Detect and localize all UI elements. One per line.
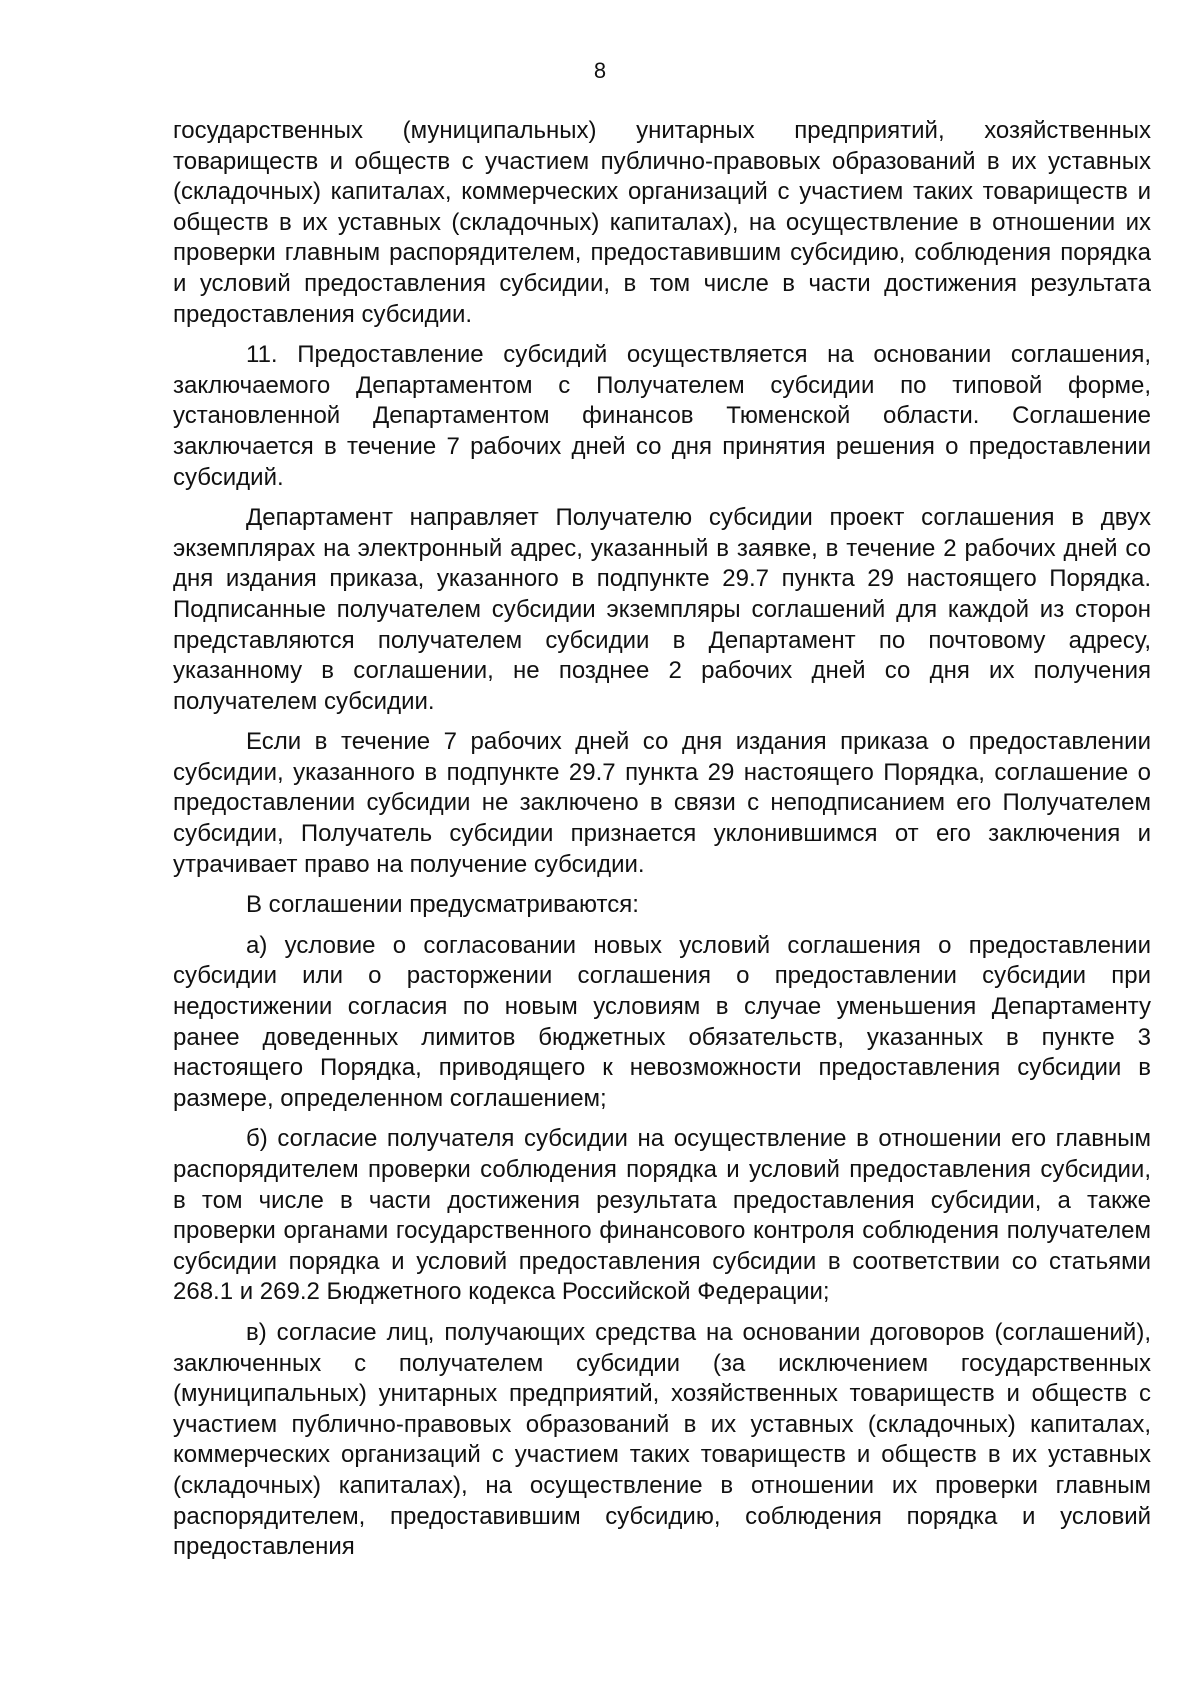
paragraph-item-b: б) согласие получателя субсидии на осуществление в отношении его главным распорядителем проверки соблюдения порядка и условий предоставления субсидии, в том числе в части достижения результата предоставления субсидии, а также проверки органами государственного финансового контроля соблюдения получателем субсидии порядка и условий предоставления субсидии в соответствии со статьями 268.1 и 269.2 Бюджетного кодекса Российской Федерации; [173,1125,1151,1306]
paragraph-agreement-provisions: В соглашении предусматриваются: [246,891,639,919]
paragraph-evasion: Если в течение 7 рабочих дней со дня издания приказа о предоставлении субсидии, указанного в подпункте 29.7 пункта 29 настоящего Порядка, соглашение о предоставлении субсидии не заключено в связи с неподписанием его Получателем субсидии, Получатель субсидии признается уклонившимся от его заключения и утрачивает право на получение субсидии. [173,728,1151,878]
paragraph-agreement-sending: Департамент направляет Получателю субсидии проект соглашения в двух экземплярах на электронный адрес, указанный в заявке, в течение 2 рабочих дней со дня издания приказа, указанного в подпункте 29.7 пункта 29 настоящего Порядка. Подписанные получателем субсидии экземпляры соглашений для каждой из сторон представляются получателем субсидии в Департамент по почтовому адресу, указанному в соглашении, не позднее 2 рабочих дней со дня их получения получателем субсидии. [173,504,1151,715]
paragraph-item-v: в) согласие лиц, получающих средства на основании договоров (соглашений), заключенных с получателем субсидии (за исключением государственных (муниципальных) унитарных предприятий, хозяйственных товариществ и обществ с участием публично-правовых образований в их уставных (складочных) капиталах, коммерческих организаций с участием таких товариществ и обществ в их уставных (складочных) капиталах), на осуществление в отношении их проверки главным распорядителем, предоставившим субсидию, соблюдения порядка и условий предоставления [173,1318,1151,1561]
paragraph-clause-11: 11. Предоставление субсидий осуществляется на основании соглашения, заключаемого Департаментом с Получателем субсидии по типовой форме, установленной Департаментом финансов Тюменской области. Соглашение заключается в течение 7 рабочих дней со дня принятия решения о предоставлении субсидий. [173,341,1151,491]
document-body [173,116,1151,1573]
paragraph-item-a: а) условие о согласовании новых условий соглашения о предоставлении субсидии или о расторжении соглашения о предоставлении субсидии при недостижении согласия по новым условиям в случае уменьшения Департаменту ранее доведенных лимитов бюджетных обязательств, указанных в пункте 3 настоящего Порядка, приводящего к невозможности предоставления субсидии в размере, определенном соглашением; [173,931,1151,1112]
page-number: 8 [593,58,607,83]
paragraph-continuation: государственных (муниципальных) унитарных предприятий, хозяйственных товариществ и обществ с участием публично-правовых образований в их уставных (складочных) капиталах, коммерческих организаций с участием таких товариществ и обществ в их уставных (складочных) капиталах), на осуществление в отношении их проверки главным распорядителем, предоставившим субсидию, соблюдения порядка и условий предоставления субсидии, в том числе в части достижения результата предоставления субсидии. [173,117,1151,328]
